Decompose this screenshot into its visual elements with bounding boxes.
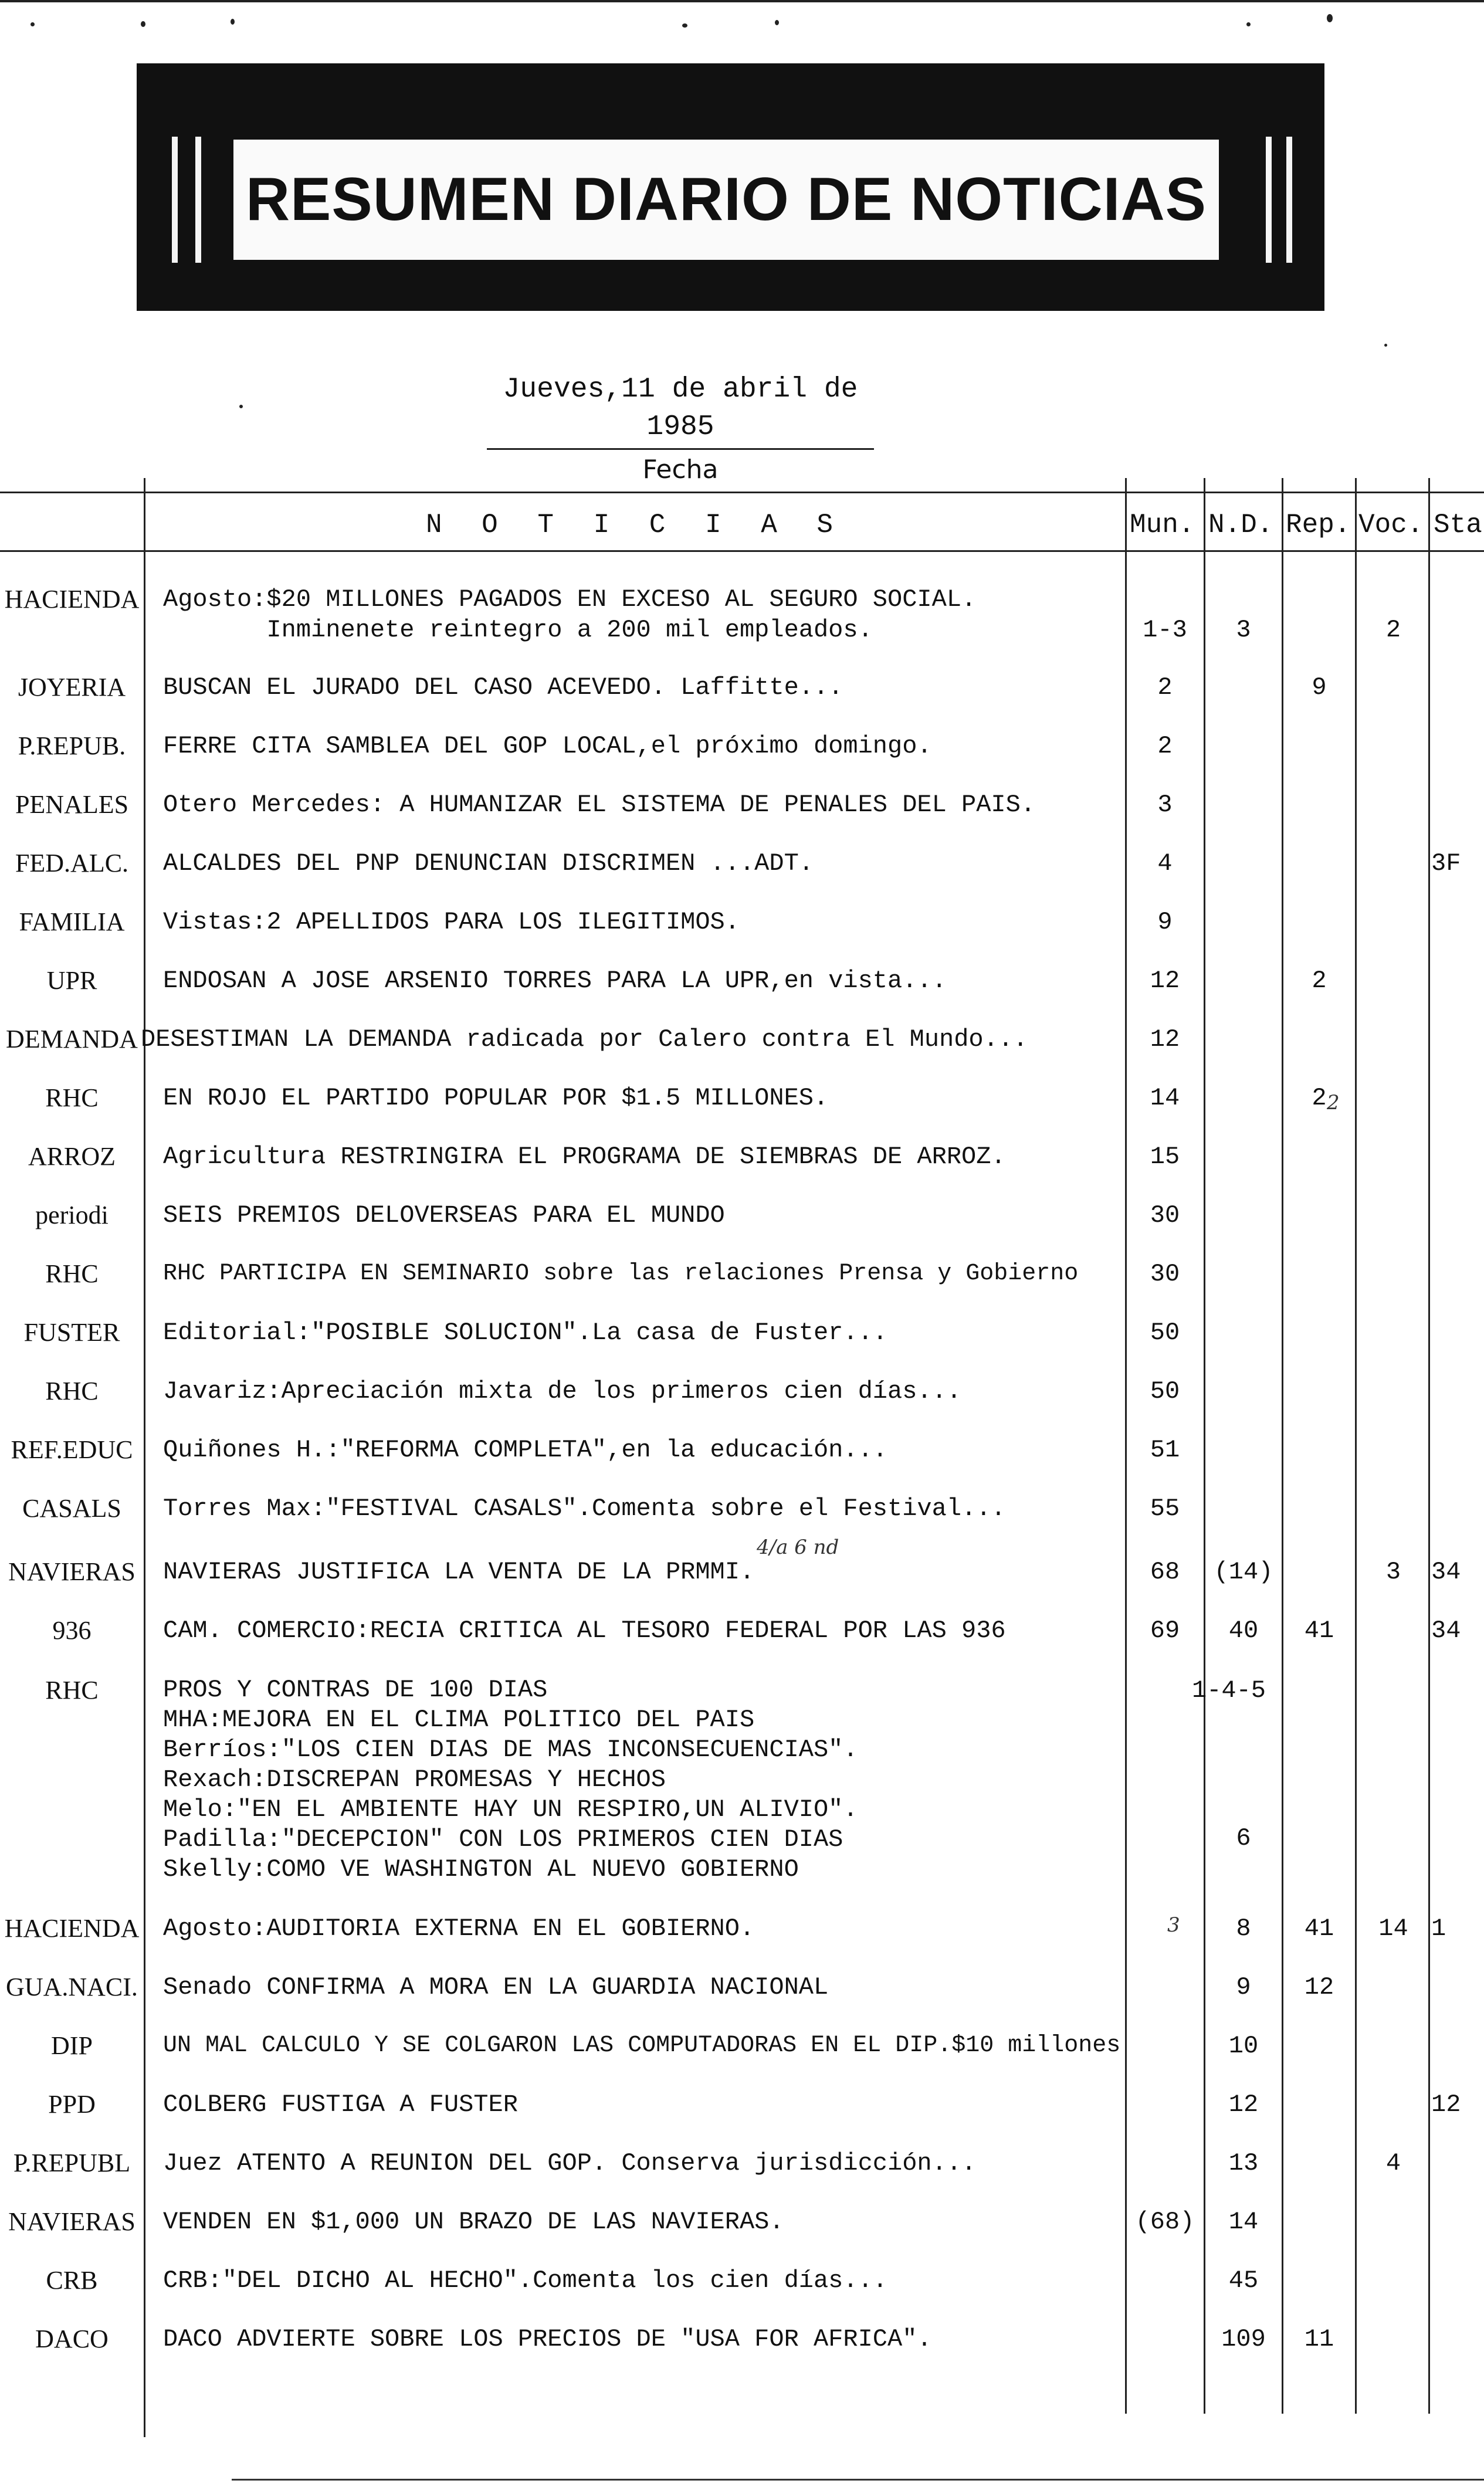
row-rep: 41	[1304, 1617, 1334, 1645]
row-category: UPR	[46, 966, 97, 995]
row-category: RHC	[45, 1083, 99, 1112]
date-label: Fecha	[642, 455, 719, 484]
row-nd: 45	[1228, 2266, 1259, 2295]
row-headline: Otero Mercedes: A HUMANIZAR EL SISTEMA DE PENALES DEL PAIS.	[163, 791, 1036, 819]
scan-speck	[141, 21, 145, 27]
row-nd: (14)	[1214, 1558, 1273, 1586]
row-category: NAVIERAS	[8, 1557, 135, 1586]
row-voc: 4	[1385, 2149, 1401, 2177]
row-category: FUSTER	[23, 1318, 120, 1347]
row-headline: Agosto:AUDITORIA EXTERNA EN EL GOBIERNO.	[163, 1915, 755, 1943]
row-mun: 50	[1150, 1319, 1180, 1347]
row-headline: BUSCAN EL JURADO DEL CASO ACEVEDO. Laffitte...	[163, 673, 843, 702]
row-headline: Vistas:2 APELLIDOS PARA LOS ILEGITIMOS.	[163, 908, 740, 936]
row-mun: 3	[1157, 791, 1173, 819]
row-headline: VENDEN EN $1,000 UN BRAZO DE LAS NAVIERAS.	[163, 2208, 784, 2236]
scan-speck	[239, 405, 243, 408]
row-mun: (68)	[1135, 2208, 1195, 2236]
row-category: JOYERIA	[18, 673, 126, 702]
row-nd: 3	[1236, 616, 1251, 644]
row-voc: 14	[1378, 1915, 1408, 1943]
row-headline: CRB:"DEL DICHO AL HECHO".Comenta los cien días...	[163, 2266, 888, 2295]
row-headline: Editorial:"POSIBLE SOLUCION".La casa de Fuster...	[163, 1319, 888, 1347]
scan-speck	[1327, 14, 1333, 22]
date-value: Jueves,11 de abril de 1985	[503, 374, 858, 443]
row-sta: 34	[1431, 1558, 1461, 1586]
row-mun: 2	[1157, 732, 1173, 760]
handwritten-note-mun: 3	[1167, 1913, 1180, 1937]
banner-bar-left-outer	[172, 137, 178, 263]
sta-column-divider	[1428, 478, 1430, 2414]
row-mun: 68	[1150, 1558, 1180, 1586]
top-rule	[0, 0, 1484, 2]
title-box	[233, 140, 1219, 260]
row-category: ARROZ	[28, 1142, 116, 1171]
row-headline: Agosto:$20 MILLONES PAGADOS EN EXCESO AL SEGURO SOCIAL. Inminenete reintegro a 200 mil empleados.	[163, 585, 977, 644]
row-rep: 12	[1304, 1973, 1334, 2001]
handwritten-note-rep: 2	[1327, 1091, 1340, 1114]
row-headline: EN ROJO EL PARTIDO POPULAR POR $1.5 MILLONES.	[163, 1084, 829, 1112]
row-rep: 41	[1304, 1915, 1334, 1943]
row-mun: 30	[1150, 1201, 1180, 1229]
header-noticias: N O T I C I A S	[425, 510, 845, 540]
row-headline: Torres Max:"FESTIVAL CASALS".Comenta sobre el Festival...	[163, 1495, 1006, 1523]
row-rep: 2	[1312, 1084, 1327, 1112]
page-title: RESUMEN DIARIO DE NOTICIAS	[245, 165, 1207, 233]
row-mun: 2	[1157, 673, 1173, 702]
row-voc: 3	[1385, 1558, 1401, 1586]
row-headline: DACO ADVIERTE SOBRE LOS PRECIOS DE "USA FOR AFRICA".	[163, 2325, 932, 2353]
header-rep: Rep.	[1286, 510, 1351, 540]
row-mun: 4	[1157, 849, 1173, 877]
row-mun: 9	[1157, 908, 1173, 936]
scan-speck	[682, 23, 687, 28]
nd-column-divider	[1204, 478, 1205, 2414]
scan-speck	[231, 19, 235, 25]
row-category: 936	[52, 1616, 92, 1645]
row-category: FED.ALC.	[15, 849, 129, 877]
date-block	[487, 371, 874, 486]
row-category: NAVIERAS	[8, 2207, 135, 2236]
row-category: RHC	[45, 1676, 99, 1705]
row-mun: 15	[1150, 1143, 1180, 1171]
row-category: REF.EDUC	[11, 1435, 133, 1464]
row-category: P.REPUB.	[18, 731, 126, 760]
row-nd: 13	[1228, 2149, 1259, 2177]
row-category: PENALES	[15, 790, 129, 819]
banner-bar-right-inner	[1266, 137, 1272, 263]
row-nd: 12	[1228, 2090, 1259, 2119]
category-column-divider	[144, 478, 145, 2437]
row-category: FAMILIA	[19, 907, 125, 936]
row-category: RHC	[45, 1377, 99, 1405]
row-sta: 34	[1431, 1617, 1461, 1645]
rep-column-divider	[1282, 478, 1283, 2414]
row-category: P.REPUBL	[13, 2149, 131, 2177]
row-nd: 8	[1236, 1915, 1251, 1943]
title-banner	[137, 63, 1324, 311]
header-mun: Mun.	[1130, 510, 1195, 540]
row-category: RHC	[45, 1259, 99, 1288]
row-headline: RHC PARTICIPA EN SEMINARIO sobre las relaciones Prensa y Gobierno	[163, 1261, 1079, 1287]
header-sta: Sta	[1434, 510, 1482, 540]
bottom-rule	[232, 2479, 1484, 2481]
row-category: CRB	[46, 2266, 98, 2295]
table-top-rule	[0, 492, 1484, 493]
banner-bar-right-outer	[1286, 137, 1292, 263]
row-category: HACIENDA	[4, 1914, 140, 1943]
row-rep: 9	[1312, 673, 1327, 702]
row-headline: SEIS PREMIOS DELOVERSEAS PARA EL MUNDO	[163, 1201, 725, 1229]
row-mun: 50	[1150, 1377, 1180, 1405]
header-voc: Voc.	[1358, 510, 1424, 540]
row-category: PPD	[48, 2090, 96, 2119]
scan-speck	[1246, 22, 1251, 26]
row-category: GUA.NACI.	[6, 1973, 138, 2001]
row-mun: 69	[1150, 1617, 1180, 1645]
voc-column-divider	[1355, 478, 1357, 2414]
row-headline: Quiñones H.:"REFORMA COMPLETA",en la educación...	[163, 1436, 888, 1464]
scan-speck	[1384, 344, 1387, 347]
row-mun: 51	[1150, 1436, 1180, 1464]
row-category: periodi	[35, 1201, 109, 1229]
header-nd: N.D.	[1208, 510, 1273, 540]
row-headline: ENDOSAN A JOSE ARSENIO TORRES PARA LA UPR,en vista...	[163, 967, 947, 995]
row-mun: 12	[1150, 1025, 1180, 1053]
row-headline: Agricultura RESTRINGIRA EL PROGRAMA DE SIEMBRAS DE ARROZ.	[163, 1143, 1006, 1171]
row-nd: 9	[1236, 1973, 1251, 2001]
row-headline: NAVIERAS JUSTIFICA LA VENTA DE LA PRMMI.	[163, 1558, 755, 1586]
row-headline: DESESTIMAN LA DEMANDA radicada por Calero contra El Mundo...	[141, 1025, 1028, 1053]
row-headline: Senado CONFIRMA A MORA EN LA GUARDIA NACIONAL	[163, 1973, 829, 2001]
row-mun: 30	[1150, 1260, 1180, 1288]
row-headline: PROS Y CONTRAS DE 100 DIAS MHA:MEJORA EN EL CLIMA POLITICO DEL PAIS Berríos:"LOS CIEN DIAS DE MAS INCONSECUENCIAS". Rexach:DISCREPAN PROMESAS Y HECHOS Melo:"EN EL AMBIENTE HAY UN RESPIRO,UN ALIVIO". Padilla:"DECEPCION" CON LOS PRIMEROS CIEN DIAS Skelly:COMO VE WASHINGTON AL NUEVO GOBIERNO	[163, 1676, 858, 1883]
row-sta: 12	[1431, 2090, 1461, 2119]
scan-speck	[31, 22, 35, 26]
row-voc: 2	[1385, 616, 1401, 644]
row-mun: 1-3	[1143, 616, 1187, 644]
scan-speck	[775, 20, 779, 25]
row-mun: 12	[1150, 967, 1180, 995]
handwritten-note-navieras: 4/a 6 nd	[757, 1536, 839, 1559]
row-nd-second: 6	[1236, 1824, 1251, 1852]
row-category: DEMANDA	[6, 1025, 138, 1053]
row-headline: Javariz:Apreciación mixta de los primeros cien días...	[163, 1377, 962, 1405]
row-rep: 2	[1312, 967, 1327, 995]
row-nd: 40	[1228, 1617, 1259, 1645]
row-category: CASALS	[22, 1494, 121, 1523]
row-nd: 10	[1228, 2032, 1259, 2060]
row-headline: COLBERG FUSTIGA A FUSTER	[163, 2090, 518, 2119]
row-category: DACO	[35, 2325, 109, 2353]
row-headline: Juez ATENTO A REUNION DEL GOP. Conserva jurisdicción...	[163, 2149, 977, 2177]
row-sta: 3F	[1431, 849, 1461, 877]
row-headline: FERRE CITA SAMBLEA DEL GOP LOCAL,el próximo domingo.	[163, 732, 932, 760]
row-category: DIP	[51, 2031, 93, 2060]
date-underline	[487, 448, 874, 450]
row-headline: CAM. COMERCIO:RECIA CRITICA AL TESORO FEDERAL POR LAS 936	[163, 1617, 1006, 1645]
row-headline: ALCALDES DEL PNP DENUNCIAN DISCRIMEN ...ADT.	[163, 849, 814, 877]
row-nd: 1-4-5	[1191, 1676, 1266, 1705]
row-mun: 14	[1150, 1084, 1180, 1112]
row-nd: 109	[1221, 2325, 1266, 2353]
row-rep: 11	[1304, 2325, 1334, 2353]
row-headline: UN MAL CALCULO Y SE COLGARON LAS COMPUTADORAS EN EL DIP.$10 millones	[163, 2032, 1121, 2059]
row-sta: 1	[1431, 1915, 1446, 1943]
banner-bar-left-inner	[195, 137, 201, 263]
row-nd: 14	[1228, 2208, 1259, 2236]
row-category: HACIENDA	[4, 585, 140, 614]
row-mun: 55	[1150, 1495, 1180, 1523]
header-bottom-rule	[0, 550, 1484, 552]
